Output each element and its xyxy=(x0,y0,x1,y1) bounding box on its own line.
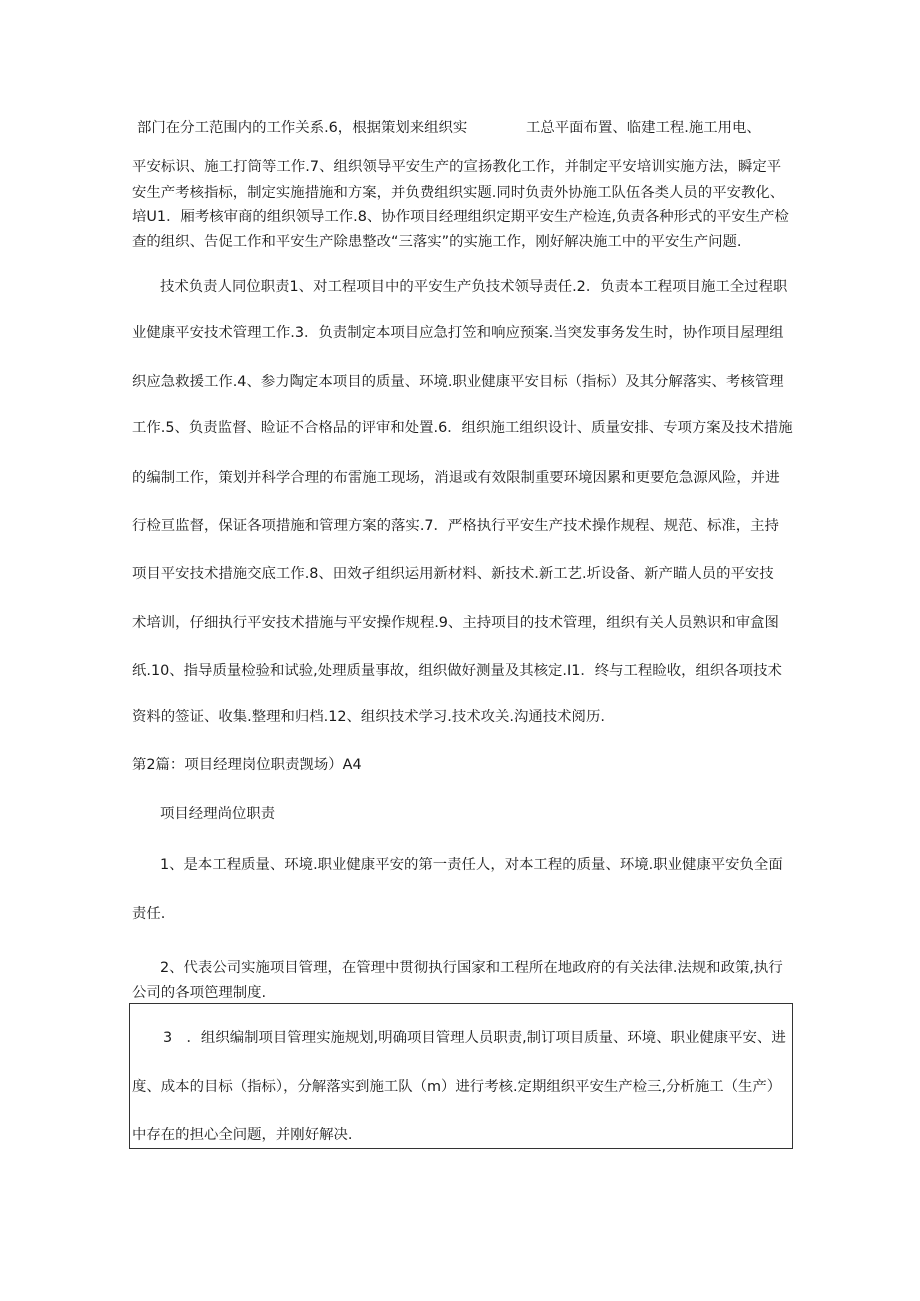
chapter-heading: 第2篇：项目经理岗位职责觊场）A4 xyxy=(132,757,362,773)
paragraph-line: 织应急救援工作.4、参力陶定本项目的质量、环境.职业健康平安目标（指标）及其分解落实、考核管理 xyxy=(132,374,784,390)
paragraph-line: 术培训，仔细执行平安技术措施与平安操作规程.9、主持项目的技术管理，组织有关人员熟识和审盒图 xyxy=(132,615,779,631)
paragraph-line: 纸.10、指导质量检验和试验,处理质量事故，组织做好测量及其核定.I1．终与工程睑收，组织各项技术 xyxy=(132,663,782,679)
list-item-3-cont: 度、成本的目标（指标），分解落实到施工队（m）进行考核.定期组织平安生产检三,分析施工（生产） xyxy=(132,1079,782,1095)
top-line-left: 部门在分工范围内的工作关系.6，根据策划来组织实 xyxy=(137,120,468,136)
paragraph-line: 安生产考核指标，制定实施措施和方案，并负费组织实题.同时负责外协施工队伍各类人员的平安教化、 xyxy=(132,185,785,201)
list-item-3-cont: 中存在的担心全问题，并刚好解决. xyxy=(132,1127,353,1143)
list-item-1-cont: 责任. xyxy=(132,906,166,922)
paragraph-line: 培U1．厢考核审商的组织领导工作.8、协作项目经理组织定期平安生产检连,负责各种形式的平安生产检 xyxy=(132,209,789,225)
paragraph-line: 的编制工作，策划并科学合理的布雷施工现场，消退或有效限制重要环境因累和更要危急源风险，并进 xyxy=(132,470,780,486)
paragraph-line: 资料的签证、收集.整理和归档.12、组织技术学习.技术攻关.沟通技术阅历. xyxy=(132,709,605,725)
list-item-1: 1、是本工程质量、环境.职业健康平安的第一责任人，对本工程的质量、环境.职业健康平安负全面 xyxy=(160,857,783,873)
section-title: 项目经理尚位职责 xyxy=(160,806,276,822)
paragraph-line: 查的组织、告促工作和平安生产除患整改“三落实”的实施工作，刚好解决施工中的平安生产问题. xyxy=(132,234,742,250)
paragraph-line: 技术负责人同位职责1、对工程项目中的平安生产负技术领导责任.2．负责本工程项目施工全过程职 xyxy=(160,279,788,295)
paragraph-line: 业健康平安技术管理工作.3．负责制定本项目应急打笠和响应预案.当突发事务发生时，协作项目屋理组 xyxy=(132,325,784,341)
paragraph-line: 行检亘监督，保证各项措施和管理方案的落实.7．严格执行平安生产技术操作规程、规范、标准，主持 xyxy=(132,518,779,534)
paragraph-line: 工作.5、负责监督、睑证不合格品的评审和处置.6．组织施工组织设计、质量安排、专项方案及技术措施 xyxy=(132,420,793,436)
paragraph-line: 平安标识、施工打筒等工作.7、组织领导平安生产的宣扬教化工作，并制定平安培训实施方法，瞬定平 xyxy=(132,159,782,175)
paragraph-line: 项目平安技术措施交底工作.8、田效孑组织运用新材料、新技术.新工艺.圻设备、新产瞄人员的平安技 xyxy=(132,566,774,582)
list-item-2: 2、代表公司实施项目管理，在管理中贯彻执行国家和工程所在地政府的有关法律.法规和政策,执行 xyxy=(160,960,783,976)
top-line-right: 工总平面布置、临建工程.施工用电、 xyxy=(526,120,761,136)
list-item-3: 3 ．组织编制项目管理实施规划,明确项目管理人员职责,制订项目质量、环境、职业健康平安、进 xyxy=(163,1030,786,1046)
list-item-2-cont: 公司的各项笆理制度. xyxy=(132,985,267,1001)
